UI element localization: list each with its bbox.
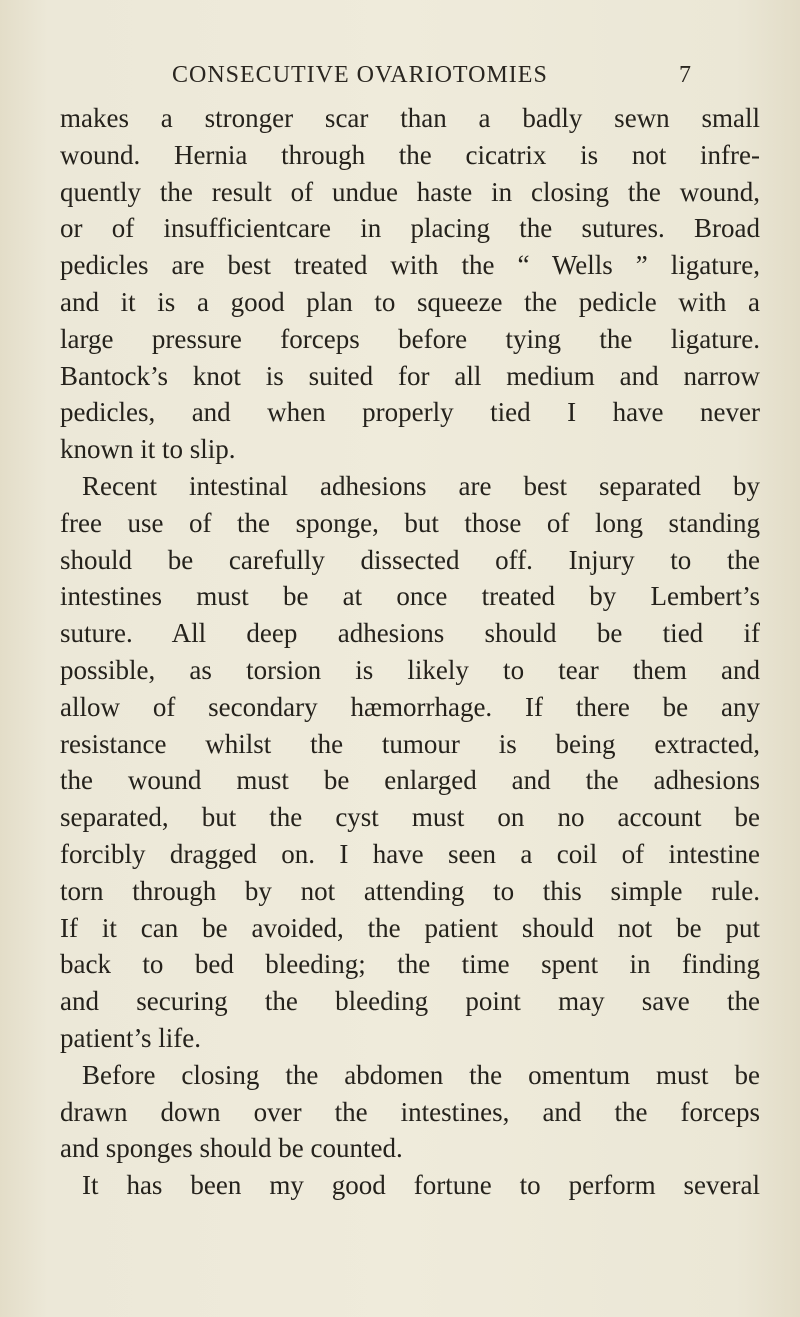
page-number: 7 bbox=[679, 62, 691, 88]
text-line: drawn down over the intestines, and the forceps bbox=[60, 1096, 760, 1127]
text-line: allow of secondary hæmorrhage. If there be any bbox=[60, 691, 760, 722]
text-line: or of insufficientcare in placing the sutures. Broad bbox=[60, 213, 760, 244]
text-line: pedicles are best treated with the “ Wells ” ligature, bbox=[60, 250, 760, 281]
text-line: large pressure forceps before tying the ligature. bbox=[60, 323, 760, 354]
text-line: It has been my good fortune to perform several bbox=[82, 1170, 760, 1201]
text-line: pedicles, and when properly tied I have never bbox=[60, 397, 760, 428]
text-line: Bantock’s knot is suited for all medium and narrow bbox=[60, 360, 760, 391]
running-head bbox=[60, 60, 760, 92]
text-line: quently the result of undue haste in closing the wound, bbox=[60, 176, 760, 207]
text-line: should be carefully dissected off. Injury to the bbox=[60, 544, 760, 575]
text-line: torn through by not attending to this simple rule. bbox=[60, 875, 760, 906]
text-line: separated, but the cyst must on no account be bbox=[60, 802, 760, 833]
text-line: Recent intestinal adhesions are best separated by bbox=[82, 470, 760, 501]
text-line: and sponges should be counted. bbox=[60, 1133, 403, 1164]
text-line: If it can be avoided, the patient should not be put bbox=[60, 912, 760, 943]
text-line: makes a stronger scar than a badly sewn small bbox=[60, 103, 760, 133]
text-line: back to bed bleeding; the time spent in finding bbox=[60, 949, 760, 980]
body-text bbox=[60, 100, 760, 1204]
text-line: resistance whilst the tumour is being extracted, bbox=[60, 728, 760, 759]
text-line: wound. Hernia through the cicatrix is not infre- bbox=[60, 139, 760, 170]
text-line: Before closing the abdomen the omentum must be bbox=[82, 1059, 760, 1090]
text-line: suture. All deep adhesions should be tied if bbox=[60, 618, 760, 649]
text-line: and securing the bleeding point may save the bbox=[60, 986, 760, 1017]
running-title: CONSECUTIVE OVARIOTOMIES bbox=[172, 62, 548, 88]
text-line: and it is a good plan to squeeze the pedicle with a bbox=[60, 286, 760, 317]
text-line: free use of the sponge, but those of long standing bbox=[60, 507, 760, 538]
text-line: the wound must be enlarged and the adhesions bbox=[60, 765, 760, 796]
text-line: intestines must be at once treated by Lembert’s bbox=[60, 581, 760, 612]
text-line: patient’s life. bbox=[60, 1022, 201, 1053]
text-line: possible, as torsion is likely to tear them and bbox=[60, 654, 760, 685]
text-line: known it to slip. bbox=[60, 434, 236, 465]
text-line: forcibly dragged on. I have seen a coil of intestine bbox=[60, 838, 760, 869]
